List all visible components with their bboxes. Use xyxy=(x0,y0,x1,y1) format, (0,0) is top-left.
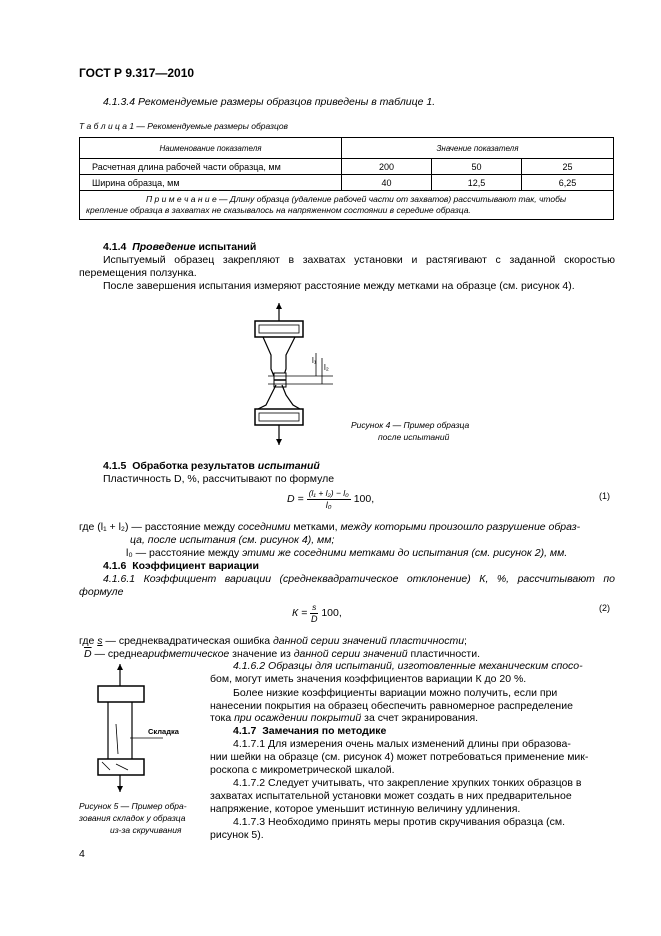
section-title-italic: испытаний xyxy=(254,460,320,472)
label-l2: l₂ xyxy=(324,363,329,372)
section-4-1-5-title xyxy=(103,460,320,473)
where-text: — среднеквадратическая ошибка xyxy=(102,635,273,647)
where-text-italic: этими же xyxy=(242,547,291,559)
figure-4-caption-l2: после испытаний xyxy=(378,432,450,442)
para-4-1-6-3-line3 xyxy=(210,712,478,725)
para-4-1-6-2-line1 xyxy=(233,660,583,673)
para-4-1-7-3-line2: рисунок 5). xyxy=(210,829,264,841)
formula-2-tail: 100, xyxy=(321,607,342,619)
section-number: 4.1.4 xyxy=(103,241,127,253)
para-4-1-7-2-line3: напряжение, которое уменьшит истинную величину удлинения. xyxy=(210,803,521,815)
para-4-1-4-line2: перемещения ползунка. xyxy=(79,267,197,279)
where-text-italic: между которыми произошло разрушение образ- xyxy=(340,521,581,533)
where-text-italic: арифметическое xyxy=(142,648,230,660)
para-4-1-7-1-line3: роскопа с микрометрической шкалой. xyxy=(210,764,395,776)
para-4-1-6-2-line2: бом, могут иметь значения коэффициентов вариации К до 20 %. xyxy=(210,673,527,685)
table-note: П р и м е ч а н и е — Длину образца (удаление рабочей части от захватов) рассчитывают так, чтобы крепление образца в захватах не сказывалось на напряженном состоянии в середине образца. xyxy=(80,191,614,220)
section-number: 4.1.5 xyxy=(103,460,127,472)
where-text: l₀ — расстояние между xyxy=(126,547,243,559)
formula-2-lhs: К = xyxy=(292,607,308,619)
where-text-italic: соседними метками до испытания (см. рисунок 2), мм. xyxy=(290,547,568,559)
section-title: Обработка результатов xyxy=(132,460,255,472)
para-4-1-4-line3: После завершения испытания измеряют расстояние между метками на образце (см. рисунок 4). xyxy=(103,280,575,292)
row-name: Расчетная длина рабочей части образца, мм xyxy=(80,159,342,175)
where-text: — средне xyxy=(91,648,143,660)
para-4-1-5-intro: Пластичность D, %, рассчитывают по формуле xyxy=(103,473,335,485)
para-4-1-6-3-line2: нанесении покрытия на образец обеспечить равномерное распределение xyxy=(210,700,573,712)
row-value: 200 xyxy=(342,159,432,175)
figure-5-caption-l2: зования складок у образца xyxy=(79,813,186,823)
formula-2-fraction xyxy=(310,602,318,625)
figure-5-caption-l3: из-за скручивания xyxy=(110,825,182,835)
formula-1-tail: 100, xyxy=(353,493,375,505)
para-4-1-6-1-line1: 4.1.6.1 Коэффициент вариации (среднеквадратическое отклонение) К, %, рассчитывают по xyxy=(103,573,615,585)
where-text: значение из xyxy=(229,648,294,660)
section-title: Замечания по методике xyxy=(262,725,387,737)
formula-2-denominator: D xyxy=(311,614,318,624)
header-value: Значение показателя xyxy=(342,138,614,159)
fold-label: Складка xyxy=(148,727,179,736)
row-value: 50 xyxy=(432,159,522,175)
formula-1-where-2 xyxy=(126,547,567,560)
where-text: метками, xyxy=(290,521,341,533)
section-title-rest: испытаний xyxy=(195,241,257,253)
formula-1-numerator: (l₁ + l₂) − l₀ xyxy=(308,488,349,498)
row-value: 12,5 xyxy=(432,175,522,191)
where-text: где xyxy=(79,635,98,647)
formula-1-denominator: l₀ xyxy=(325,500,332,510)
para-4-1-7-1-line1: 4.1.7.1 Для измерения очень малых изменений длины при образова- xyxy=(233,738,571,750)
para-4-1-7-3-line1: 4.1.7.3 Необходимо принять меры против скручивания образца (см. xyxy=(233,816,566,828)
document-header: ГОСТ Р 9.317—2010 xyxy=(79,66,195,80)
para-4-1-7-2-line2: захватах испытательной установки может создать в них предварительное xyxy=(210,790,572,802)
para-4-1-4-line1: Испытуемый образец закрепляют в захватах установки и растягивают с заданной скоростью xyxy=(103,254,615,266)
clause-number: 4.1.3.4 xyxy=(103,96,136,108)
para-4-1-7-1-line2: нии шейки на образце (см. рисунок 4) может потребоваться применение мик- xyxy=(210,751,589,763)
formula-1-lhs: D = xyxy=(287,493,304,505)
figure-4-drawing xyxy=(238,303,338,453)
figure-4-caption-l1: Рисунок 4 — Пример образца xyxy=(351,420,470,430)
figure-5-caption-l1: Рисунок 5 — Пример обра- xyxy=(79,801,187,811)
section-4-1-4-title xyxy=(103,241,256,254)
table-row xyxy=(80,159,614,175)
para-4-1-7-2-line1: 4.1.7.2 Следует учитывать, что закрепление хрупких тонких образцов в xyxy=(233,777,582,789)
where-text: пластичности. xyxy=(407,648,481,660)
table-header-row xyxy=(80,138,614,159)
table-caption: Т а б л и ц а 1 — Рекомендуемые размеры образцов xyxy=(79,121,288,131)
para-4-1-6-1-line2: формуле xyxy=(79,586,124,598)
table-1 xyxy=(79,137,614,220)
table-row xyxy=(80,175,614,191)
table-note-row xyxy=(80,191,614,220)
figure-5-drawing xyxy=(88,664,198,794)
clause-text-c: . xyxy=(432,96,436,108)
section-number: 4.1.7 xyxy=(233,725,257,737)
formula-1-where-1b: ца, после испытания (см. рисунок 4), мм; xyxy=(130,534,335,546)
row-value: 6,25 xyxy=(522,175,614,191)
section-title-italic: Проведение xyxy=(132,241,196,253)
clause-text-a: Рекомендуемые размеры образцов приведены xyxy=(138,96,372,108)
header-name: Наименование показателя xyxy=(80,138,342,159)
section-4-1-7-title xyxy=(233,725,386,738)
formula-2 xyxy=(292,602,342,625)
where-text-italic: соседними xyxy=(237,521,291,533)
where-text: где (l₁ + l₂) — расстояние между xyxy=(79,521,238,533)
label-l1: l₁ xyxy=(312,356,317,365)
formula-2-where-1 xyxy=(79,635,467,648)
where-text: ; xyxy=(464,635,467,647)
clause-text-b: в таблице 1 xyxy=(371,96,433,108)
where-text-italic: данной серии значений пластичности xyxy=(273,635,465,647)
row-value: 40 xyxy=(342,175,432,191)
formula-1 xyxy=(287,488,374,511)
para-text: тока xyxy=(210,712,235,724)
where-text-italic: данной серии значений xyxy=(293,648,408,660)
symbol-d-mean: $\overline{D}$ xyxy=(84,648,92,660)
para-text-italic: при осаждении покрытий xyxy=(234,712,362,724)
para-text: 4.1.6.2 Образцы для испытаний, изготовленные механическим спосо- xyxy=(233,660,583,672)
formula-2-number: (2) xyxy=(599,603,610,613)
formula-1-number: (1) xyxy=(599,491,610,501)
formula-1-fraction xyxy=(307,488,351,511)
paragraph-4-1-3-4 xyxy=(103,96,435,109)
section-4-1-6-title xyxy=(103,560,259,573)
symbol-s: s xyxy=(97,635,103,647)
formula-1-where-1 xyxy=(79,521,615,534)
para-4-1-6-3-line1: Более низкие коэффициенты вариации можно получить, если при xyxy=(233,687,558,699)
row-name: Ширина образца, мм xyxy=(80,175,342,191)
row-value: 25 xyxy=(522,159,614,175)
page-number: 4 xyxy=(79,848,85,860)
formula-2-numerator: s xyxy=(312,602,317,612)
section-number: 4.1.6 xyxy=(103,560,127,572)
para-text: за счет экранирования. xyxy=(361,712,479,724)
section-title: Коэффициент вариации xyxy=(132,560,259,572)
